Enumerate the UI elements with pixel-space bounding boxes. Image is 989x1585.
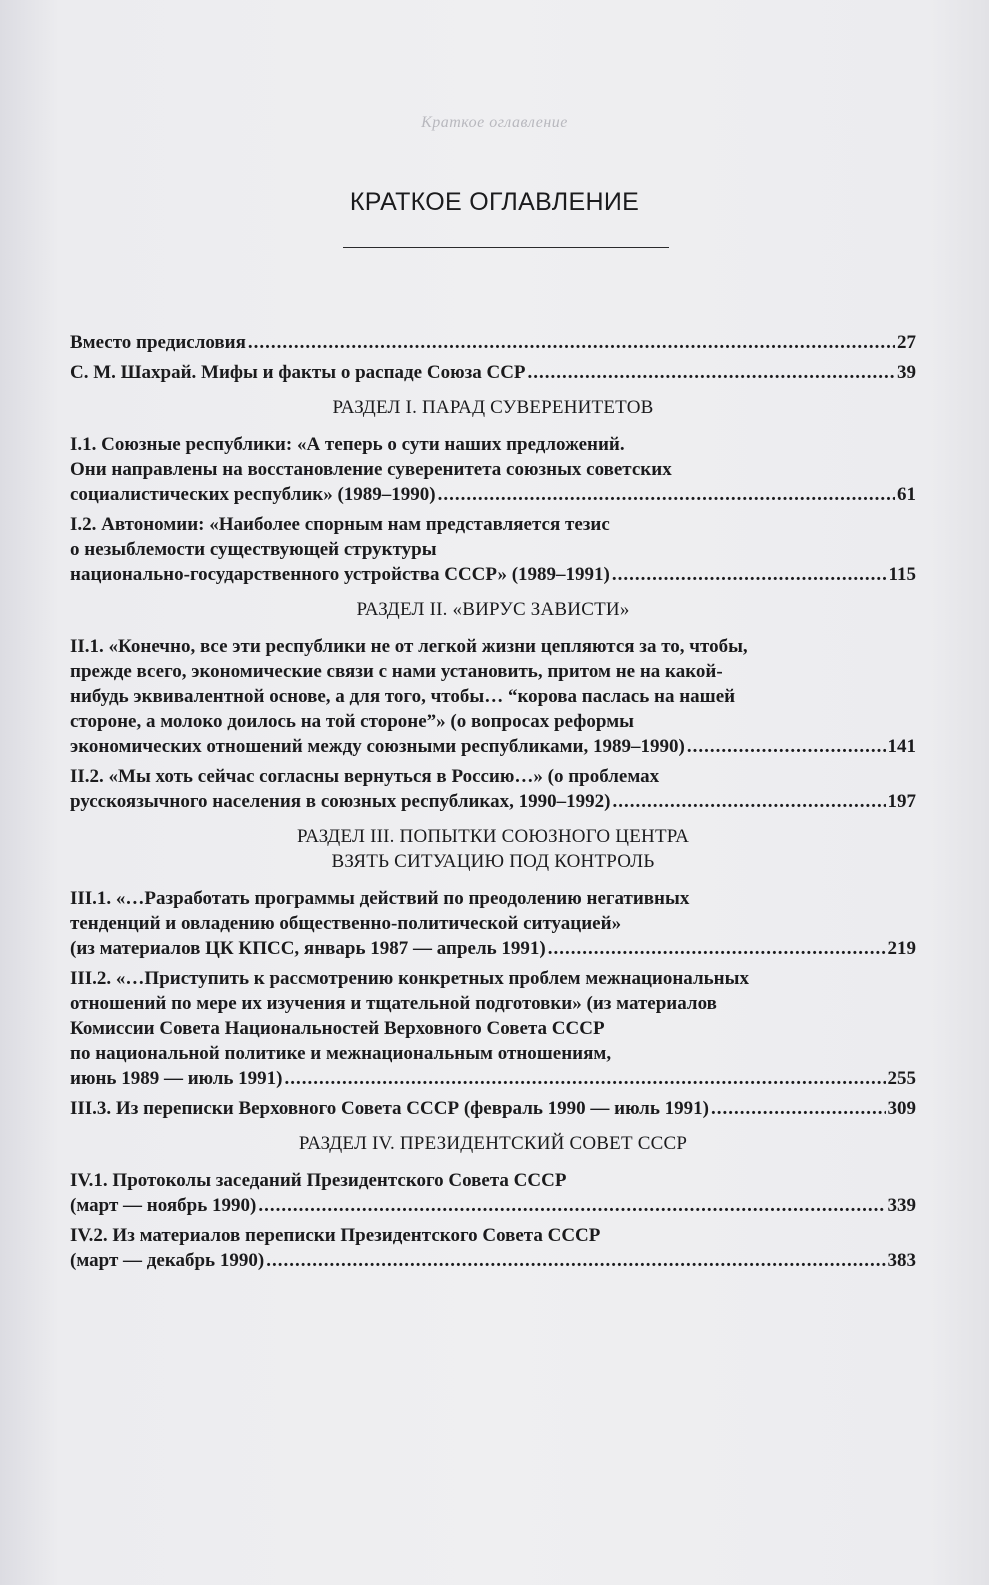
toc-entry[interactable] [70, 1096, 916, 1121]
section-heading-line: ВЗЯТЬ СИТУАЦИЮ ПОД КОНТРОЛЬ [331, 851, 655, 872]
toc-entry-text-line: по национальной политике и межнациональным отношениям, [70, 1043, 612, 1064]
toc-entry-text-line: нибудь эквивалентной основе, а для того, чтобы… “корова паслась на нашей [70, 686, 736, 707]
toc-entry[interactable] [70, 886, 916, 961]
page-number: 61 [897, 484, 916, 505]
toc-entry-text-line: Вместо предисловия [70, 332, 246, 353]
toc-entry-text-line: тенденций и овладению общественно-политической ситуацией» [70, 913, 622, 934]
toc-entry-final-line [70, 482, 916, 507]
toc-entry-text-line: III.2. «…Приступить к рассмотрению конкретных проблем межнациональных [70, 968, 749, 989]
toc-entry-text-line: (март — ноябрь 1990) [70, 1195, 257, 1216]
section-heading [70, 824, 916, 874]
section-heading [70, 597, 916, 622]
dot-leader [285, 1066, 886, 1091]
toc-entry-text-line: прежде всего, экономические связи с нами установить, притом не на какой- [70, 661, 723, 682]
toc-entry-final-line [70, 360, 916, 385]
toc-entry[interactable] [70, 432, 916, 507]
toc-entry-final-line [70, 562, 916, 587]
toc-entry[interactable] [70, 1168, 916, 1218]
section-heading-line: РАЗДЕЛ I. ПАРАД СУВЕРЕНИТЕТОВ [332, 397, 654, 418]
page-number: 141 [887, 736, 916, 757]
table-of-contents [70, 330, 916, 1278]
section-heading [70, 395, 916, 420]
toc-entry-text-line: экономических отношений между союзными республиками, 1989–1990) [70, 736, 685, 757]
toc-entry-text-line: (март — декабрь 1990) [70, 1250, 265, 1271]
section-heading-line: РАЗДЕЛ II. «ВИРУС ЗАВИСТИ» [356, 599, 630, 620]
dot-leader [438, 482, 895, 507]
toc-entry-final-line [70, 1096, 916, 1121]
toc-entry[interactable] [70, 512, 916, 587]
toc-entry-text-line: IV.1. Протоколы заседаний Президентского Совета СССР [70, 1170, 567, 1191]
page-number: 255 [887, 1068, 916, 1089]
toc-entry[interactable] [70, 1223, 916, 1273]
toc-entry-text-line: отношений по мере их изучения и тщательной подготовки» (из материалов [70, 993, 717, 1014]
dot-leader [612, 789, 885, 814]
toc-entry-text-line: о незыблемости существующей структуры [70, 539, 437, 560]
toc-entry-text-line: С. М. Шахрай. Мифы и факты о распаде Союза ССР [70, 362, 526, 383]
toc-entry-final-line [70, 1193, 916, 1218]
toc-entry-text-line: III.3. Из переписки Верховного Совета СССР (февраль 1990 — июль 1991) [70, 1098, 709, 1119]
toc-entry-final-line [70, 936, 916, 961]
page-number: 27 [897, 332, 916, 353]
toc-entry-text-line: русскоязычного населения в союзных республиках, 1990–1992) [70, 791, 611, 812]
toc-entry-final-line [70, 330, 916, 355]
toc-entry-text-line: стороне, а молоко доилось на той стороне”» (о вопросах реформы [70, 711, 634, 732]
running-head: Краткое оглавление [421, 114, 568, 131]
title-underline [343, 247, 669, 248]
page-number: 197 [887, 791, 916, 812]
toc-entry-final-line [70, 1066, 916, 1091]
toc-entry-text-line: (из материалов ЦК КПСС, январь 1987 — апрель 1991) [70, 938, 546, 959]
dot-leader [258, 1193, 885, 1218]
toc-entry-final-line [70, 789, 916, 814]
dot-leader [266, 1248, 885, 1273]
toc-entry[interactable] [70, 360, 916, 385]
dot-leader [612, 562, 887, 587]
toc-entry-text-line: II.1. «Конечно, все эти республики не от легкой жизни цепляются за то, чтобы, [70, 636, 748, 657]
toc-entry[interactable] [70, 634, 916, 759]
dot-leader [528, 360, 895, 385]
toc-entry[interactable] [70, 330, 916, 355]
section-heading [70, 1131, 916, 1156]
toc-entry-final-line [70, 734, 916, 759]
toc-entry[interactable] [70, 966, 916, 1091]
dot-leader [548, 936, 886, 961]
page-number: 309 [887, 1098, 916, 1119]
toc-entry-text-line: Они направлены на восстановление суверенитета союзных советских [70, 459, 672, 480]
page-number: 339 [887, 1195, 916, 1216]
toc-entry-text-line: социалистических республик» (1989–1990) [70, 484, 436, 505]
toc-entry-text-line: III.1. «…Разработать программы действий по преодолению негативных [70, 888, 690, 909]
page-number: 115 [888, 564, 916, 585]
toc-entry-text-line: I.1. Союзные республики: «А теперь о сути наших предложений. [70, 434, 625, 455]
toc-entry[interactable] [70, 764, 916, 814]
dot-leader [711, 1096, 886, 1121]
toc-entry-text-line: II.2. «Мы хоть сейчас согласны вернуться в Россию…» (о проблемах [70, 766, 660, 787]
section-heading-line: РАЗДЕЛ III. ПОПЫТКИ СОЮЗНОГО ЦЕНТРА [296, 826, 690, 847]
toc-entry-text-line: I.2. Автономии: «Наиболее спорным нам представляется тезис [70, 514, 610, 535]
page-title: КРАТКОЕ ОГЛАВЛЕНИЕ [349, 188, 640, 216]
toc-entry-text-line: июнь 1989 — июль 1991) [70, 1068, 283, 1089]
page-number: 383 [887, 1250, 916, 1271]
dot-leader [248, 330, 895, 355]
toc-entry-final-line [70, 1248, 916, 1273]
page-number: 219 [887, 938, 916, 959]
section-heading-line: РАЗДЕЛ IV. ПРЕЗИДЕНТСКИЙ СОВЕТ СССР [298, 1133, 688, 1154]
dot-leader [687, 734, 886, 759]
toc-entry-text-line: IV.2. Из материалов переписки Президентского Совета СССР [70, 1225, 601, 1246]
toc-entry-text-line: Комиссии Совета Национальностей Верховного Совета СССР [70, 1018, 605, 1039]
toc-entry-text-line: национально-государственного устройства СССР» (1989–1991) [70, 564, 610, 585]
page-number: 39 [897, 362, 916, 383]
